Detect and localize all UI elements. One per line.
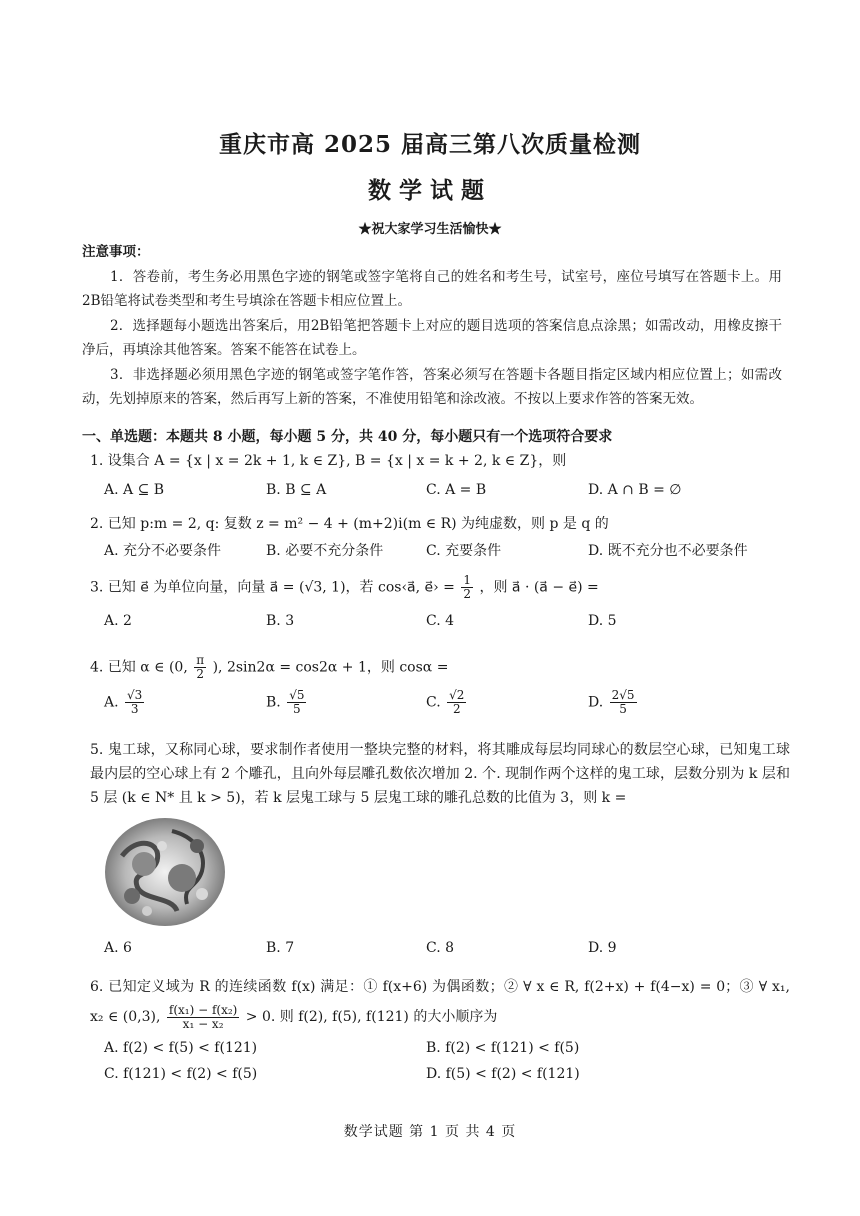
fraction-numerator: π — [196, 653, 205, 667]
option-b[interactable] — [266, 689, 308, 716]
fraction-numerator: √5 — [289, 688, 305, 702]
fraction — [610, 689, 637, 716]
fraction-denominator: 3 — [130, 702, 139, 716]
option-a[interactable]: A. f(2) < f(5) < f(121) — [104, 1040, 258, 1056]
option-b[interactable]: B. f(2) < f(121) < f(5) — [426, 1040, 580, 1056]
motto: ★祝大家学习生活愉快★ — [358, 222, 502, 237]
option-b[interactable]: B. 7 — [266, 940, 295, 956]
fraction-numerator: f(x₁) − f(x₂) — [168, 1002, 238, 1017]
stem-part: ，则 a⃗ · (a⃗ − e⃗) = — [479, 579, 599, 596]
option-d[interactable]: D. A ∩ B = ∅ — [588, 482, 682, 498]
option-a[interactable]: A. A ⊆ B — [104, 482, 165, 498]
fraction-denominator: x₁ − x₂ — [182, 1016, 224, 1031]
option-c[interactable]: C. 4 — [426, 613, 455, 629]
question-stem — [90, 574, 790, 601]
option-b[interactable]: B. 3 — [266, 613, 295, 629]
stem-part: 6. 已知定义域为 R 的连续函数 f(x) 满足：① f(x+6) 为偶函数；② ∀ x ∈ R, f(2+x) + f(4−x) = 0；③ ∀ x₁, x₂ ∈ (0,3), — [90, 979, 790, 1025]
option-d[interactable]: D. f(5) < f(2) < f(121) — [426, 1066, 580, 1082]
option-d[interactable]: D. 既不充分也不必要条件 — [588, 543, 748, 559]
fraction — [287, 689, 306, 716]
question-5 — [90, 738, 790, 810]
option-a[interactable]: A. 2 — [104, 613, 132, 629]
question-2 — [90, 512, 790, 565]
fraction-numerator: √2 — [449, 688, 465, 702]
options-row — [90, 478, 790, 504]
fraction-denominator: 2 — [196, 667, 205, 681]
options-row — [90, 609, 790, 635]
option-a[interactable]: A. 6 — [104, 940, 132, 956]
option-c[interactable]: C. A = B — [426, 482, 487, 498]
question-4 — [90, 654, 790, 725]
stem-part: ), 2sin2α = cos2α + 1，则 cosα = — [212, 659, 449, 676]
notice-item: 2．选择题每小题选出答案后，用2B铅笔把答题卡上对应的题目选项的答案信息点涂黑；如需改动，用橡皮擦干净后，再填涂其他答案。答案不能答在试卷上。 — [82, 317, 782, 358]
option-b[interactable]: B. B ⊆ A — [266, 482, 327, 498]
fraction — [125, 689, 144, 716]
option-label: D. — [588, 694, 604, 711]
option-a[interactable] — [104, 689, 146, 716]
fraction-denominator: 5 — [619, 702, 627, 716]
question-5-options — [90, 936, 790, 962]
notice-title: 注意事项： — [82, 244, 150, 260]
fraction-denominator: 2 — [463, 587, 472, 601]
option-c[interactable] — [426, 689, 468, 716]
fraction — [194, 654, 206, 681]
question-1 — [90, 449, 790, 504]
exam-title: 重庆市高 2025 届高三第八次质量检测 — [218, 131, 642, 158]
option-b[interactable]: B. 必要不充分条件 — [266, 543, 384, 559]
options-row — [90, 1036, 790, 1062]
section-heading: 一、单选题：本题共 8 小题，每小题 5 分，共 40 分，每小题只有一个选项符合要求 — [82, 429, 613, 445]
question-stem: 1. 设集合 A = {x | x = 2k + 1, k ∈ Z}, B = {x | x = k + 2, k ∈ Z}，则 — [90, 453, 567, 469]
fraction — [461, 574, 473, 601]
option-a[interactable]: A. 充分不必要条件 — [104, 543, 222, 559]
fraction-denominator: 2 — [452, 702, 461, 716]
option-d[interactable] — [588, 689, 639, 716]
stem-part: 4. 已知 α ∈ (0, — [90, 659, 188, 676]
option-label: A. — [104, 694, 119, 711]
option-c[interactable]: C. 8 — [426, 940, 455, 956]
question-6 — [90, 972, 790, 1088]
option-d[interactable]: D. 9 — [588, 940, 617, 956]
question-stem — [90, 972, 790, 1032]
option-d[interactable]: D. 5 — [588, 613, 617, 629]
notice-item: 1．答卷前，考生务必用黑色字迹的钢笔或签字笔将自己的姓名和考生号，试室号，座位号填写在答题卡上。用2B铅笔将试卷类型和考生号填涂在答题卡相应位置上。 — [82, 268, 782, 309]
exam-subtitle: 数学试题 — [368, 177, 492, 204]
fraction-numerator: √3 — [127, 688, 143, 702]
notice-block — [82, 240, 782, 412]
fraction — [447, 689, 466, 716]
option-c[interactable]: C. 充要条件 — [426, 543, 502, 559]
options-row — [90, 936, 790, 962]
options-row — [90, 1062, 790, 1088]
stem-part: > 0. 则 f(2), f(5), f(121) 的大小顺序为 — [245, 1009, 498, 1025]
fraction-numerator: 1 — [463, 573, 472, 587]
option-c[interactable]: C. f(121) < f(2) < f(5) — [104, 1066, 258, 1082]
question-stem — [90, 654, 790, 681]
question-stem: 2. 已知 p:m = 2, q: 复数 z = m² − 4 + (m+2)i(m ∈ R) 为纯虚数，则 p 是 q 的 — [90, 516, 609, 532]
option-label: C. — [426, 694, 441, 711]
option-label: B. — [266, 694, 281, 711]
page-footer: 数学试题 第 1 页 共 4 页 — [343, 1124, 517, 1140]
stem-part: 3. 已知 e⃗ 为单位向量，向量 a⃗ = (√3, 1)，若 cos‹a⃗, e⃗› = — [90, 579, 455, 596]
options-row — [90, 539, 790, 565]
question-3 — [90, 574, 790, 635]
options-row — [90, 689, 790, 725]
notice-item: 3．非选择题必须用黑色字迹的钢笔或签字笔作答，答案必须写在答题卡各题目指定区域内相应位置上；如需改动，先划掉原来的答案，然后再写上新的答案，不准使用铅笔和涂改液。不按以上要求作答的答案无效。 — [82, 366, 782, 407]
question-stem: 5. 鬼工球，又称同心球，要求制作者使用一整块完整的材料，将其雕成每层均同球心的数层空心球，已知鬼工球最内层的空心球上有 2 个雕孔，且向外每层雕孔数依次增加 2. 个. 现制作两个这样的鬼工球，层数分别为 k 层和 5 层 (k ∈ N* 且 k > 5)，若 k 层鬼工球与 5 层鬼工球的雕孔总数的比值为 3，则 k = — [90, 742, 790, 806]
fraction — [167, 1004, 239, 1031]
ghost-ball-image — [102, 816, 228, 928]
fraction-denominator: 5 — [293, 702, 301, 716]
fraction-numerator: 2√5 — [611, 688, 635, 702]
